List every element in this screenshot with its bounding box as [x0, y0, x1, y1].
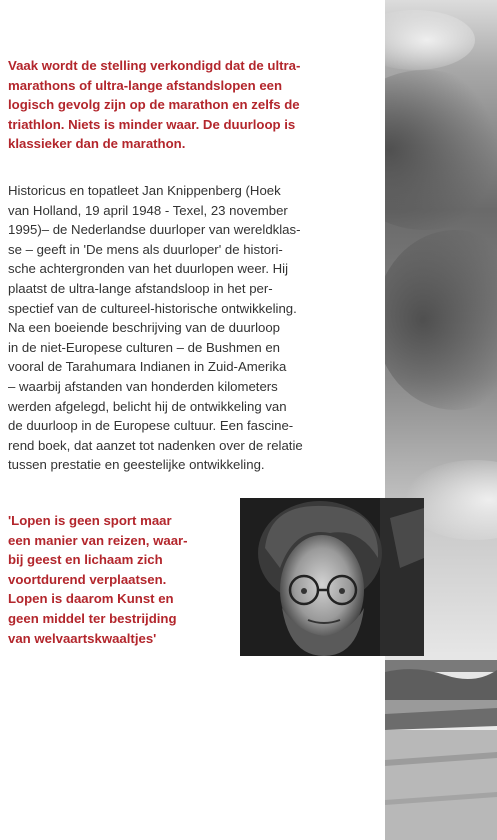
landscape-photo [385, 0, 497, 840]
author-quote: 'Lopen is geen sport maar een manier van reizen, waar- bij geest en lichaam zich voortdurend verplaatsen. Lopen is daarom Kunst en geen middel ter bestrijding van welvaartskwaaltjes' [8, 513, 188, 646]
description-paragraph: Historicus en topatleet Jan Knippenberg (Hoek van Holland, 19 april 1948 - Texel, 23 november 1995)– de Nederlandse duurloper van wereldklas- se – geeft in 'De mens als duurloper' de histori- sche achtergronden van het duurlopen weer. Hij plaatst de ultra-lange afstandsloop in het per- spectief van de cultureel-historische ontwikkeling. Na een boeiende beschrijving van de duurloop in de niet-Europese culturen – de Bushmen en vooral de Tarahumara Indianen in Zuid-Amerika – waarbij afstanden van honderden kilometers werden afgelegd, belicht hij de ontwikkeling van de duurloop in de Europese cultuur. Een fascine- rend boek, dat aanzet tot nadenken over de relatie tussen prestatie en geestelijke ontwikkeling. [8, 183, 303, 473]
author-portrait [240, 498, 424, 656]
lead-paragraph: Vaak wordt de stelling verkondigd dat de ultra- marathons of ultra-lange afstandslopen een logisch gevolg zijn op de marathon en zelfs de triathlon. Niets is minder waar. De duurloop is klassieker dan de marathon. [8, 58, 301, 152]
